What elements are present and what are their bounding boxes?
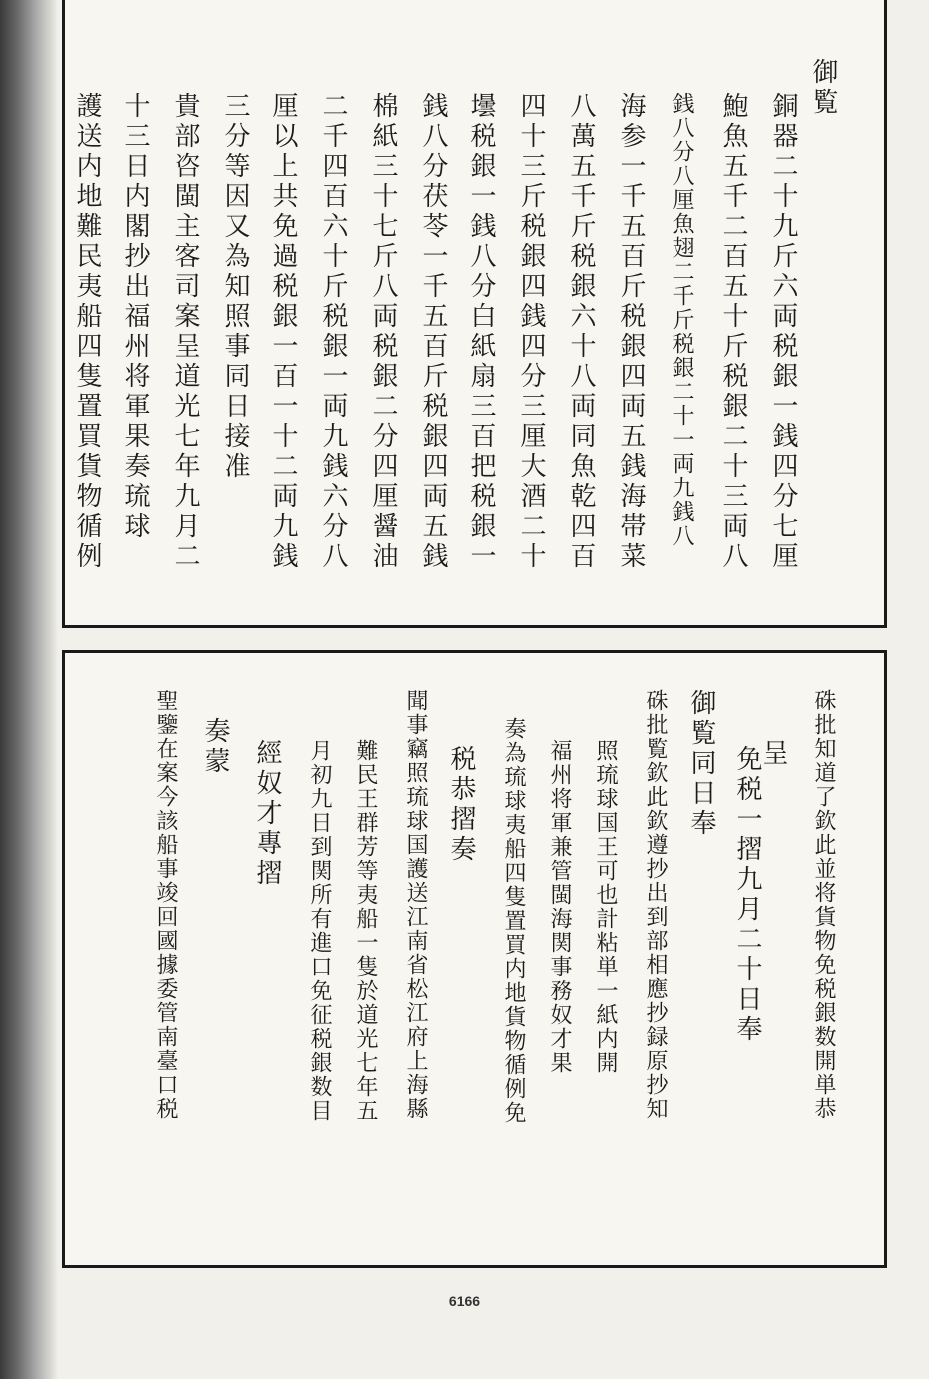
upper-document-panel	[62, 0, 887, 628]
page-number: 6166	[448, 1293, 481, 1309]
text-column: 鮑魚五千二百五十斤税銀二十三両八	[718, 92, 748, 572]
text-column: 御覧同日奉	[686, 689, 716, 839]
text-column: 聖鑒在案今該船事竣回國據委管南臺口税	[153, 689, 178, 1121]
text-column: 御覧	[808, 58, 838, 118]
text-column: 護送内地難民夷船四隻置買貨物循例	[72, 92, 102, 572]
text-column: 免税一摺九月二十日奉	[732, 745, 762, 1045]
text-column: 福州将軍兼管閩海関事務奴才果	[547, 739, 572, 1075]
upper-text-columns	[65, 0, 884, 625]
text-column: 月初九日到関所有進口免征税銀数目	[307, 739, 332, 1123]
text-column: 三分等因又為知照事同日接准	[220, 92, 250, 482]
text-column: 硃批覧欽此欽遵抄出到部相應抄録原抄知	[643, 689, 668, 1121]
text-column: 税恭摺奏	[446, 745, 476, 865]
text-column: 經奴才專摺	[252, 739, 282, 889]
text-column: 硃批知道了欽此並将貨物免税銀数開単恭	[811, 689, 836, 1121]
text-column: 銭八分茯苓一千五百斤税銀四両五銭	[418, 92, 448, 572]
text-column: 厘以上共免過税銀一百一十二両九銭	[268, 92, 298, 572]
text-column: 棉紙三十七斤八両税銀二分四厘醤油	[368, 92, 398, 572]
text-column: 十三日内閣抄出福州将軍果奏琉球	[120, 92, 150, 542]
text-column: 難民王群芳等夷船一隻於道光七年五	[353, 739, 378, 1123]
text-column: 銅器二十九斤六両税銀一銭四分七厘	[768, 92, 798, 572]
text-column: 海参一千五百斤税銀四両五銭海帯菜	[616, 92, 646, 572]
text-column: 四十三斤税銀四銭四分三厘大酒二十	[516, 92, 546, 572]
text-column: 聞事竊照琉球国護送江南省松江府上海縣	[403, 689, 428, 1121]
text-column: 銭八分八厘魚翅二千斤税銀二十一両九銭八	[669, 92, 694, 548]
text-column: 奏為琉球夷船四隻置買内地貨物循例免	[501, 717, 526, 1125]
text-column: 呈	[758, 739, 788, 769]
book-binding-shadow	[0, 0, 58, 1379]
text-column: 二千四百六十斤税銀一両九銭六分八	[318, 92, 348, 572]
text-column: 壜税銀一銭八分白紙扇三百把税銀一	[466, 92, 496, 572]
lower-document-panel	[62, 650, 887, 1268]
text-column: 貴部咨閩主客司案呈道光七年九月二	[170, 92, 200, 572]
lower-text-columns	[65, 653, 884, 1265]
text-column: 照琉球国王可也計粘単一紙内開	[593, 739, 618, 1075]
text-column: 八萬五千斤税銀六十八両同魚乾四百	[566, 92, 596, 572]
text-column: 奏蒙	[200, 717, 230, 777]
